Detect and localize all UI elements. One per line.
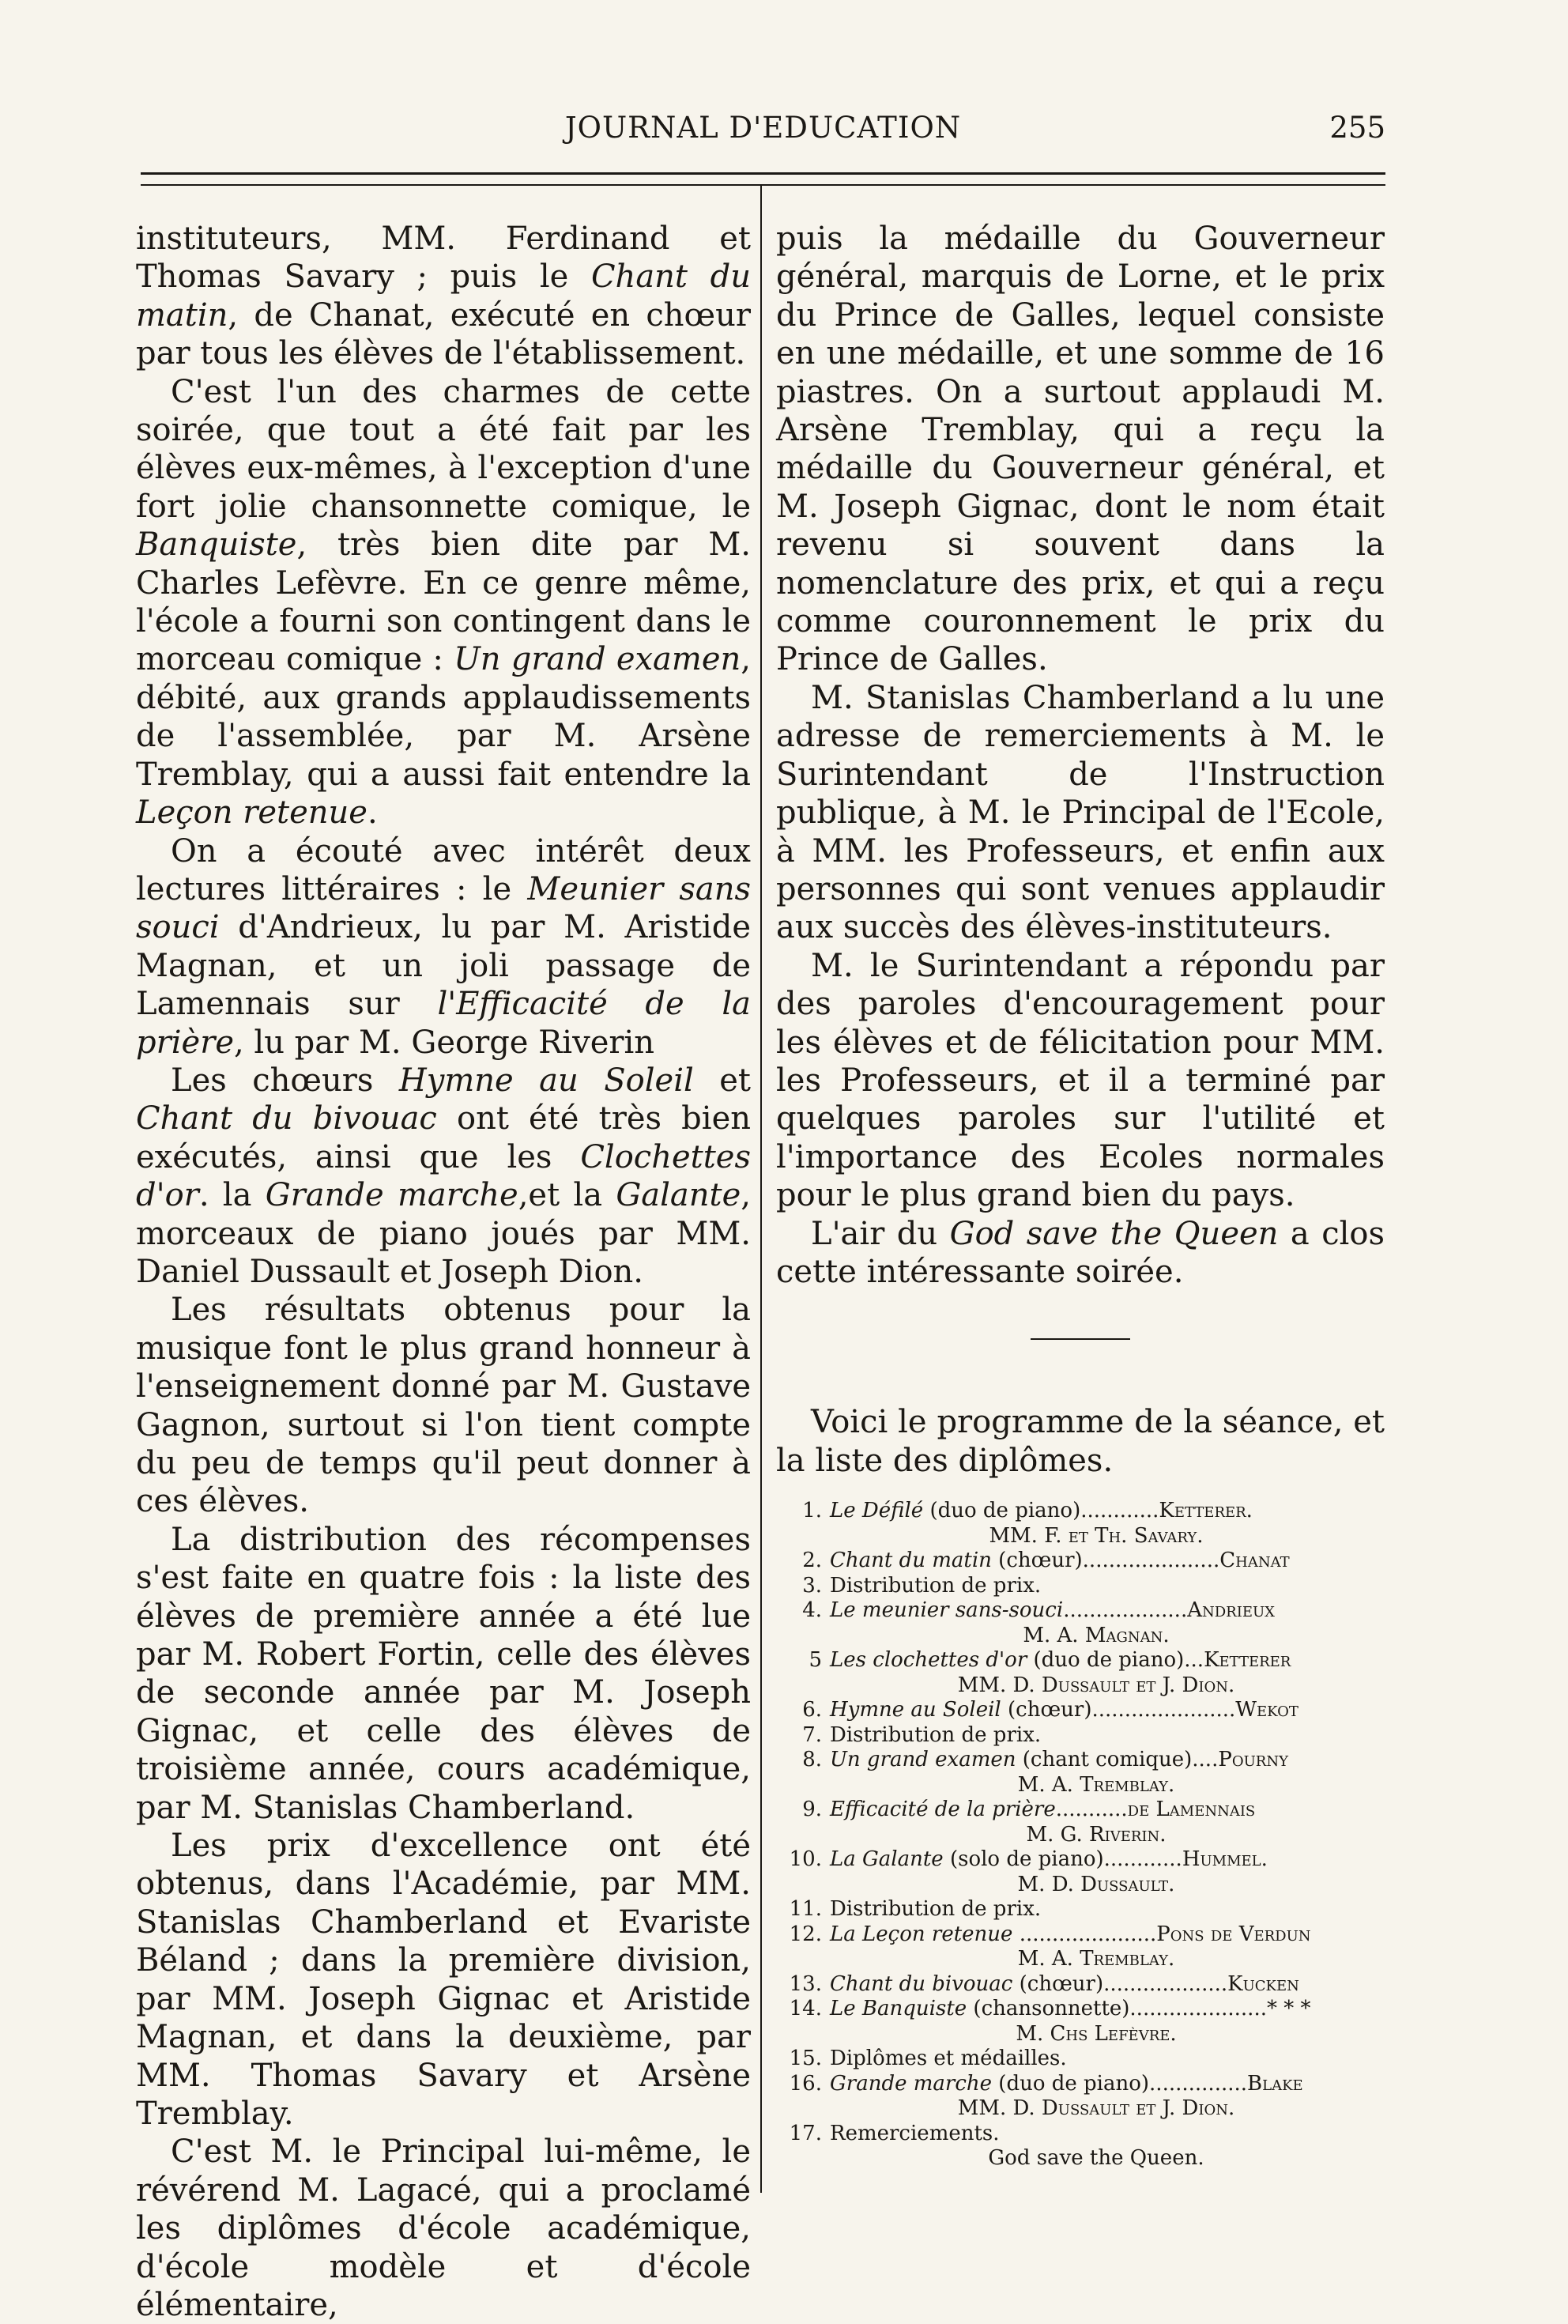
program-item-performer: M. A. Magnan. xyxy=(1023,1623,1170,1647)
program-item xyxy=(776,1847,1385,1873)
program-item-body xyxy=(830,1574,1385,1599)
program-item-body xyxy=(830,2047,1385,2072)
paragraph: Les prix d'excellence ont été obtenus, dans l'Académie, par MM. Stanislas Chamberland et Evariste Béland ; dans la première division, par MM. Joseph Gignac et Aristide Magnan, et dans la deuxième, par MM. Thomas Savary et Arsène Tremblay. xyxy=(136,1828,751,2132)
program-item-detail: (chœur)..................... xyxy=(991,1549,1220,1573)
program-item-detail: Distribution de prix. xyxy=(830,1573,1042,1598)
program-item-number: 5 xyxy=(808,1648,822,1673)
program-item-title: La Leçon retenue xyxy=(830,1922,1013,1946)
paragraph: M. Stanislas Chamberland a lu une adresse de remerciements à M. le Surintendant de l'Instruction publique, à M. le Principal de l'Ecole, à MM. les Professeurs, et enfin aux personnes qui sont venues applaudir aux succès des élèves-instituteurs. xyxy=(776,679,1385,946)
program-item-detail: Distribution de prix. xyxy=(830,1722,1042,1747)
left-column xyxy=(136,220,751,2324)
program-item-composer: Andrieux xyxy=(1187,1598,1275,1623)
paragraph: La distribution des récompenses s'est faite en quatre fois : la liste des élèves de première année a été lue par M. Robert Fortin, celle des élèves de seconde année par M. Joseph Gignac, et celle des élèves de troisième année, cours académique, par M. Stanislas Chamberland. xyxy=(136,1521,751,1826)
program-item-detail: (chœur)................... xyxy=(1012,1971,1228,1996)
program-item-composer: * * * xyxy=(1266,1997,1311,2021)
paragraph: Les chœurs Hymne au Soleil et Chant du bivouac ont été très bien exécutés, ainsi que les Clochettes d'or. la Grande marche,et la Galante, morceaux de piano joués par MM. Daniel Dussault et Joseph Dion. xyxy=(136,1062,752,1290)
program-item-composer: Hummel. xyxy=(1182,1847,1268,1872)
program-item-performer: M. G. Riverin. xyxy=(1026,1822,1167,1847)
program-item-composer: Ketterer xyxy=(1204,1648,1291,1673)
program-item xyxy=(776,1698,1385,1723)
program-item-title: Grande marche xyxy=(830,2071,993,2096)
program-item-title: Un grand examen xyxy=(830,1748,1016,1772)
program-item-number: 3. xyxy=(802,1573,822,1598)
paragraph: M. le Surintendant a répondu par des paroles d'encouragement pour les élèves et de félicitation pour MM. les Professeurs, et il a terminé par quelques paroles sur l'utilité et l'importance des Ecoles normales pour le plus grand bien du pays. xyxy=(776,947,1385,1214)
program-item-detail: (chansonnette)..................... xyxy=(967,1997,1267,2021)
program-item-performer: MM. D. Dussault et J. Dion. xyxy=(957,2096,1235,2121)
program-item-number: 8. xyxy=(802,1748,822,1772)
program-item-body xyxy=(830,1997,1385,2022)
paragraph: Les résultats obtenus pour la musique font le plus grand honneur à l'enseignement donné par M. Gustave Gagnon, surtout si l'on tient compte du peu de temps qu'il peut donner à ces élèves. xyxy=(136,1292,751,1520)
program-item xyxy=(776,1648,1385,1673)
section-divider xyxy=(1031,1338,1130,1340)
program-item-title: Efficacité de la prière xyxy=(830,1798,1056,1822)
program-item xyxy=(776,1549,1385,1574)
program-closing: God save the Queen. xyxy=(988,2146,1204,2171)
program-item-number: 16. xyxy=(789,2071,822,2096)
program-item xyxy=(776,1897,1385,1922)
program-item-body xyxy=(830,1549,1385,1574)
program-item-detail: ........... xyxy=(1055,1798,1128,1822)
program-item-number: 6. xyxy=(802,1698,822,1722)
program-item-body xyxy=(830,1972,1385,1998)
program-item-composer: Blake xyxy=(1247,2071,1303,2096)
program-item-number: 7. xyxy=(802,1722,822,1747)
program-item-title: La Galante xyxy=(830,1847,944,1872)
program-intro: Voici le programme de la séance, et la liste des diplômes. xyxy=(776,1404,1385,1479)
program-item-number: 17. xyxy=(789,2121,822,2145)
program-item-performer: M. A. Tremblay. xyxy=(1017,1947,1175,1971)
program-item-detail: Remerciements. xyxy=(830,2121,1000,2145)
paragraph: C'est M. le Principal lui-même, le révérend M. Lagacé, qui a proclamé les diplômes d'école académique, d'école modèle et d'école élémentaire, xyxy=(136,2133,751,2323)
program-item-number: 13. xyxy=(789,1971,822,1996)
program-item-body xyxy=(830,1648,1385,1673)
program-item xyxy=(776,1922,1385,1948)
program-item-number: 14. xyxy=(789,1997,822,2021)
program-item-detail: (chœur)...................... xyxy=(1001,1698,1236,1722)
program-item-title: Le Banquiste xyxy=(830,1997,967,2021)
program-item-detail: (duo de piano)............ xyxy=(923,1499,1159,1523)
program-item-detail: ................... xyxy=(1063,1598,1188,1623)
program-item-number: 4. xyxy=(802,1598,822,1623)
program-item-number: 11. xyxy=(789,1897,822,1922)
program-item-body xyxy=(830,2122,1385,2147)
program-item-detail: (duo de piano)... xyxy=(1027,1648,1204,1673)
program-item-composer: Kucken xyxy=(1227,1971,1299,1996)
paragraph: C'est l'un des charmes de cette soirée, que tout a été fait par les élèves eux-mêmes, à l'exception d'une fort jolie chansonnette comique, le Banquiste, très bien dite par M. Charles Lefèvre. En ce genre même, l'école a fourni son contingent dans le morceau comique : Un grand examen, débité, aux grands applaudissements de l'assemblée, par M. Arsène Tremblay, qui a aussi fait entendre la Leçon retenue. xyxy=(136,373,751,832)
program-item-performer: M. D. Dussault. xyxy=(1017,1872,1175,1896)
program-item-composer: Pourny xyxy=(1218,1748,1288,1772)
program-item-number: 9. xyxy=(802,1798,822,1822)
paragraph: L'air du God save the Queen a clos cette intéressante soirée. xyxy=(776,1215,1385,1290)
program-item-performer: MM. D. Dussault et J. Dion. xyxy=(957,1673,1235,1697)
program-item-composer: Pons de Verdun xyxy=(1156,1922,1311,1946)
program-item xyxy=(776,1748,1385,1773)
page-number: 255 xyxy=(1329,111,1385,145)
program-item-composer: Chanat xyxy=(1219,1549,1290,1573)
program-item-performer: M. A. Tremblay. xyxy=(1017,1772,1175,1797)
program-item xyxy=(776,1997,1385,2022)
program-item-number: 1. xyxy=(802,1499,822,1523)
program-item xyxy=(776,2072,1385,2097)
paragraph: puis la médaille du Gouverneur général, marquis de Lorne, et le prix du Prince de Galles, lequel consiste en une médaille, et une somme de 16 piastres. On a surtout applaudi M. Arsène Tremblay, qui a reçu la médaille du Gouverneur général, et M. Joseph Gignac, dont le nom était revenu si souvent dans la nomenclature des prix, et qui a reçu comme couronnement le prix du Prince de Galles. xyxy=(776,221,1385,678)
program-item xyxy=(776,2047,1385,2072)
program-item-number: 15. xyxy=(789,2047,822,2071)
header-rule xyxy=(141,172,1385,186)
program-item-body xyxy=(830,1897,1385,1922)
program-item-number: 10. xyxy=(789,1847,822,1872)
right-column xyxy=(776,220,1385,2171)
program-item-title: Le meunier sans-souci xyxy=(830,1598,1064,1623)
program-item-detail: (solo de piano)............ xyxy=(943,1847,1182,1872)
program-item-title: Chant du matin xyxy=(830,1549,992,1573)
running-head: JOURNAL D'EDUCATION xyxy=(564,111,962,145)
program-item xyxy=(776,1598,1385,1624)
program-item-performer: MM. F. et Th. Savary. xyxy=(989,1523,1204,1548)
program-item-body xyxy=(830,1748,1385,1773)
program-item-composer: Ketterer. xyxy=(1159,1499,1253,1523)
program-item-body xyxy=(830,1723,1385,1749)
program-item-body xyxy=(830,1847,1385,1873)
program-item-body xyxy=(830,1698,1385,1723)
program-item-number: 12. xyxy=(789,1922,822,1946)
program-item-title: Hymne au Soleil xyxy=(830,1698,1001,1722)
program-item xyxy=(776,2122,1385,2147)
program-item-performer: M. Chs Lefèvre. xyxy=(1016,2021,1177,2046)
program-item-detail: Distribution de prix. xyxy=(830,1897,1042,1922)
paragraph: instituteurs, MM. Ferdinand et Thomas Savary ; puis le Chant du matin, de Chanat, exécuté en chœur par tous les élèves de l'établissement. xyxy=(136,221,751,372)
program-item xyxy=(776,1798,1385,1823)
paragraph: On a écouté avec intérêt deux lectures littéraires : le Meunier sans souci d'Andrieux, lu par M. Aristide Magnan, et un joli passage de Lamennais sur l'Efficacité de la prière, lu par M. George Riverin xyxy=(136,832,752,1061)
program-item-detail: (duo de piano)............... xyxy=(992,2071,1248,2096)
program-item-body xyxy=(830,1499,1385,1524)
program-item-body xyxy=(830,1798,1385,1823)
program-item xyxy=(776,1723,1385,1749)
program-item-body xyxy=(830,1922,1385,1948)
program-item-title: Le Défilé xyxy=(830,1499,924,1523)
program-item-detail: Diplômes et médailles. xyxy=(830,2047,1067,2071)
program-item-title: Les clochettes d'or xyxy=(830,1648,1027,1673)
program-item xyxy=(776,1972,1385,1998)
program-item-body xyxy=(830,2072,1385,2097)
program-item-title: Chant du bivouac xyxy=(830,1971,1013,1996)
program-item xyxy=(776,1574,1385,1599)
program-item-composer: de Lamennais xyxy=(1127,1798,1256,1822)
program-item-number: 2. xyxy=(802,1549,822,1573)
program-item-detail: (chant comique).... xyxy=(1016,1748,1219,1772)
program-item-detail: ..................... xyxy=(1012,1922,1157,1946)
column-divider xyxy=(760,185,762,2193)
program-item-body xyxy=(830,1598,1385,1624)
program-list xyxy=(776,1499,1385,2171)
page-header xyxy=(141,111,1385,158)
program-item-composer: Wekot xyxy=(1235,1698,1298,1722)
program-item xyxy=(776,1499,1385,1524)
